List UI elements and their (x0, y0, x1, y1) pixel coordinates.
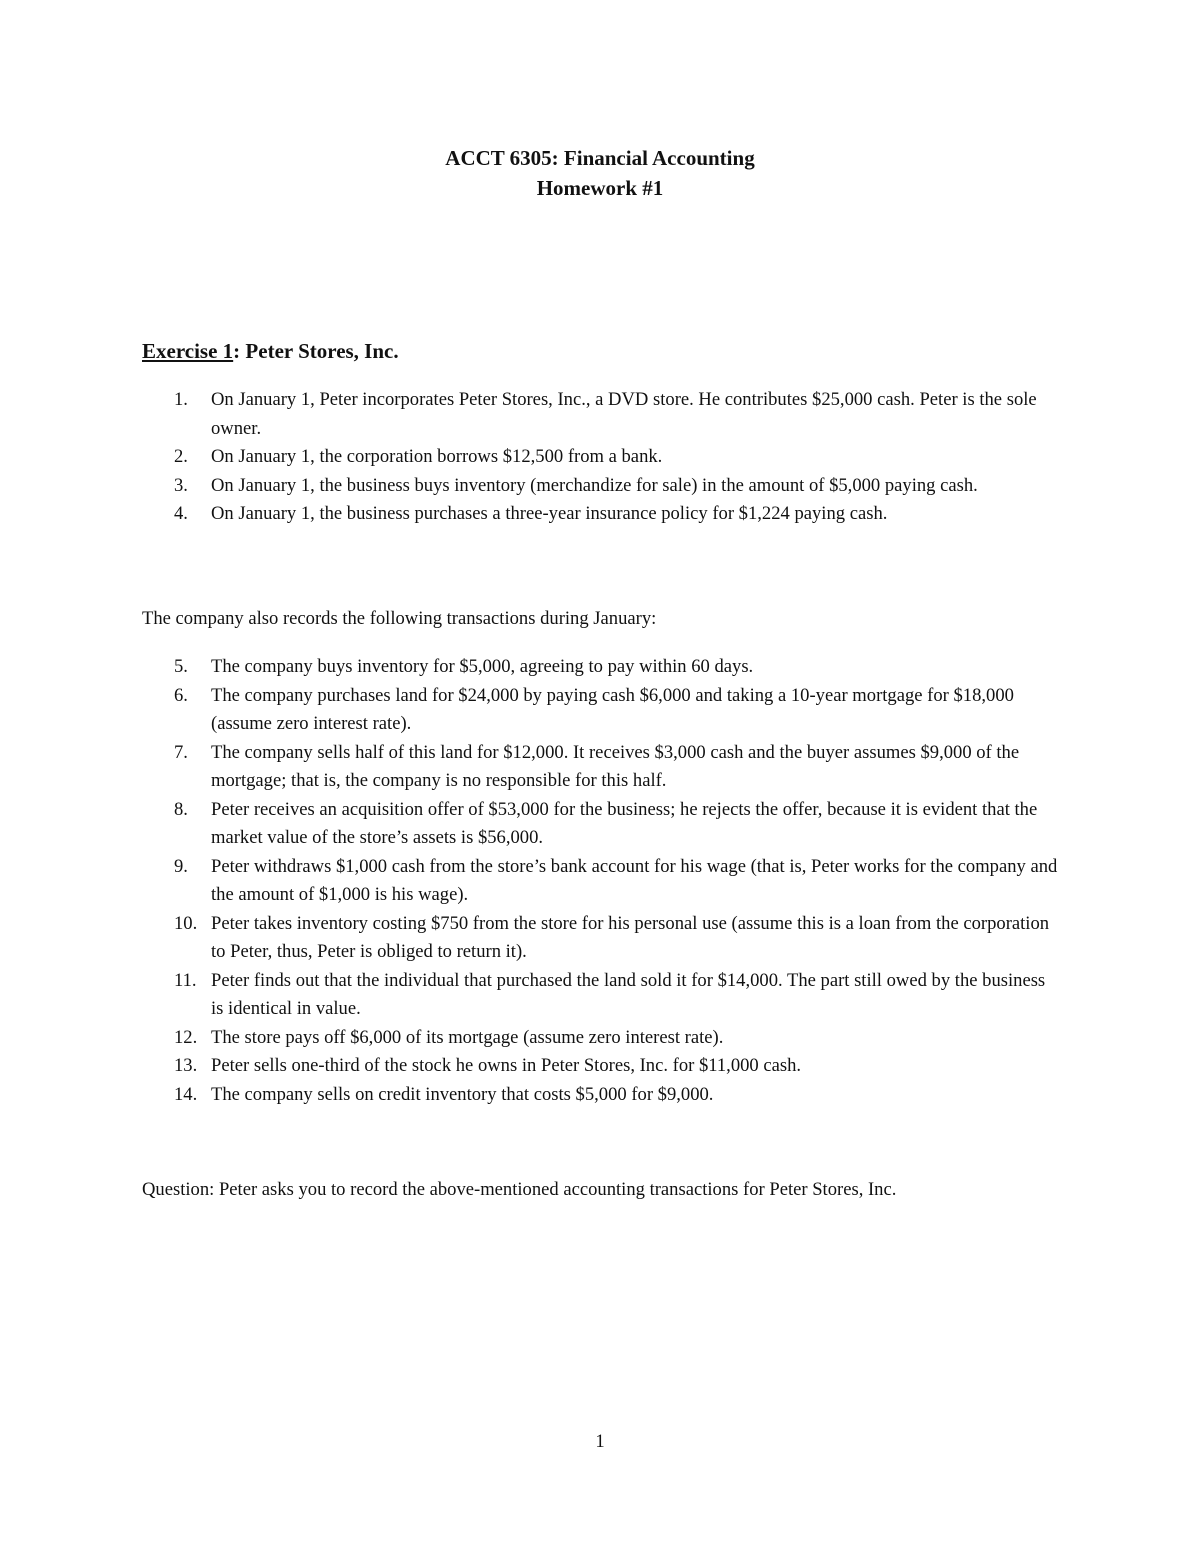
item-text: The store pays off $6,000 of its mortgage (assume zero interest rate). (211, 1026, 724, 1048)
item-text: The company purchases land for $24,000 by paying cash $6,000 and taking a 10-year mortgage for $18,000 (assume zero interest rate). (211, 684, 1014, 734)
item-number: 9. (174, 855, 188, 877)
item-text: On January 1, the business purchases a three-year insurance policy for $1,224 paying cash. (211, 503, 888, 524)
homework-title: Homework #1 (536, 176, 664, 200)
question-text: Question: Peter asks you to record the above-mentioned accounting transactions for Peter Stores, Inc. (142, 1179, 897, 1200)
item-text: Peter takes inventory costing $750 from the store for his personal use (assume this is a loan from the corporation to Peter, thus, Peter is obliged to return it). (211, 912, 1050, 962)
item-text: The company buys inventory for $5,000, agreeing to pay within 60 days. (211, 656, 754, 677)
item-text: Peter receives an acquisition offer of $53,000 for the business; he rejects the offer, because it is evident that the market value of the store’s assets is $56,000. (211, 798, 1038, 848)
course-title: ACCT 6305: Financial Accounting (445, 146, 755, 170)
document-title (0, 143, 1200, 203)
list-item (142, 796, 1062, 853)
item-text: On January 1, Peter incorporates Peter Stores, Inc., a DVD store. He contributes $25,000 cash. Peter is the sole owner. (211, 389, 1037, 439)
item-text: Peter sells one-third of the stock he owns in Peter Stores, Inc. for $11,000 cash. (211, 1055, 802, 1076)
exercise-heading (142, 336, 399, 366)
item-text: The company sells on credit inventory that costs $5,000 for $9,000. (211, 1083, 714, 1105)
item-text: On January 1, the business buys inventory (merchandize for sale) in the amount of $5,000 paying cash. (211, 474, 978, 496)
item-number: 13. (174, 1055, 198, 1076)
list-item (142, 1024, 1062, 1053)
item-number: 11. (174, 969, 197, 991)
item-number: 5. (174, 656, 188, 677)
list-item (142, 1081, 1062, 1110)
item-text: Peter finds out that the individual that purchased the land sold it for $14,000. The part still owed by the business is identical in value. (211, 969, 1046, 1019)
item-number: 14. (174, 1083, 198, 1105)
item-number: 7. (174, 741, 188, 763)
item-text: The company sells half of this land for $12,000. It receives $3,000 cash and the buyer assumes $9,000 of the mortgage; that is, the company is no responsible for this half. (211, 741, 1020, 791)
exercise-label: Exercise 1 (142, 339, 234, 363)
item-number: 6. (174, 684, 188, 706)
list-item (142, 910, 1062, 967)
list-item (142, 500, 1062, 529)
item-text: On January 1, the corporation borrows $12,500 from a bank. (211, 446, 663, 467)
transaction-list-january (142, 653, 1062, 1109)
item-text: Peter withdraws $1,000 cash from the store’s bank account for his wage (that is, Peter works for the company and the amount of $1,000 is his wage). (211, 855, 1058, 905)
list-item (142, 853, 1062, 910)
item-number: 2. (174, 446, 188, 467)
item-number: 4. (174, 503, 188, 524)
list-item (142, 443, 1062, 472)
page-number: 1 (595, 1431, 605, 1452)
list-item (142, 472, 1062, 501)
transactions-intro: The company also records the following transactions during January: (142, 608, 657, 629)
exercise-colon: : (233, 339, 241, 363)
transaction-list-initial (142, 386, 1062, 529)
list-item (142, 386, 1062, 443)
item-number: 12. (174, 1026, 198, 1048)
item-number: 8. (174, 798, 188, 820)
list-item (142, 682, 1062, 739)
list-item (142, 1052, 1062, 1081)
list-item (142, 967, 1062, 1024)
item-number: 10. (174, 912, 198, 934)
exercise-name: Peter Stores, Inc. (240, 339, 399, 363)
list-item (142, 739, 1062, 796)
item-number: 1. (174, 389, 188, 410)
item-number: 3. (174, 474, 188, 496)
list-item (142, 653, 1062, 682)
